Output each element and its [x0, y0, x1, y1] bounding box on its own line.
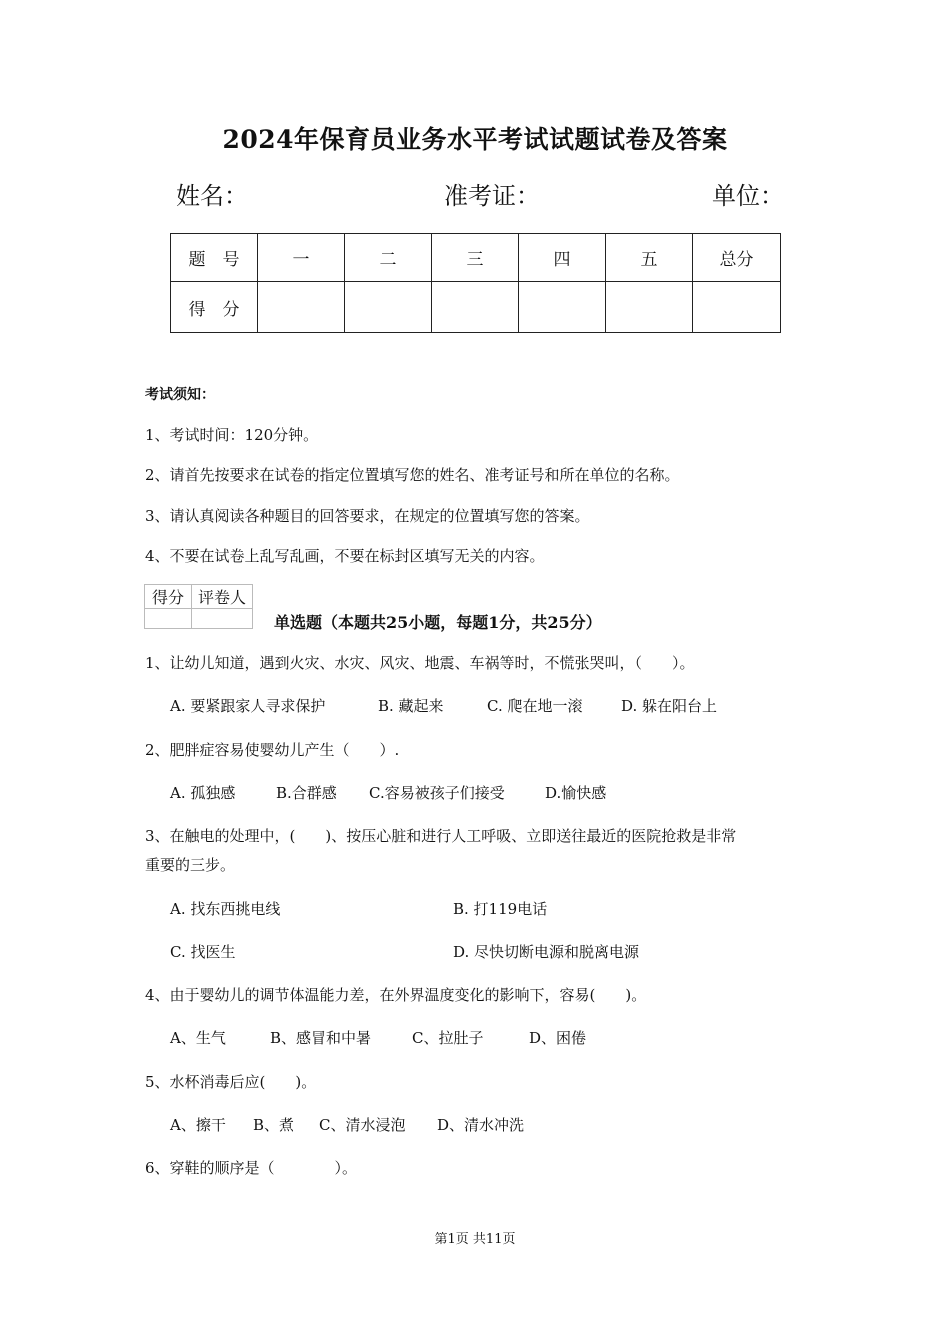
score-table-header-cell: 题 号: [171, 234, 258, 282]
score-table-header-row: [171, 234, 781, 282]
grader-name-label: 评卷人: [192, 585, 253, 609]
notice-item: 4、不要在试卷上乱写乱画，不要在标封区填写无关的内容。: [145, 547, 545, 565]
question-option[interactable]: C. 爬在地一滚: [487, 697, 583, 715]
question-option[interactable]: C. 找医生: [170, 943, 236, 961]
notice-item: 1、考试时间：120分钟。: [145, 426, 319, 444]
question-option[interactable]: D. 尽快切断电源和脱离电源: [453, 943, 640, 961]
exam-number-label: 准考证：: [444, 182, 540, 210]
page-title: 2024年保育员业务水平考试试题试卷及答案: [222, 125, 728, 154]
score-cell[interactable]: [432, 282, 519, 333]
notice-heading: 考试须知：: [145, 387, 215, 403]
question-stem: 4、由于婴幼儿的调节体温能力差，在外界温度变化的影响下，容易( )。: [145, 986, 647, 1004]
score-table-score-row: [171, 282, 781, 333]
grader-name-cell[interactable]: [192, 609, 253, 629]
score-table: [170, 233, 781, 333]
score-table-header-cell: 一: [258, 234, 345, 282]
grader-score-cell[interactable]: [145, 609, 192, 629]
grader-score-label: 得分: [145, 585, 192, 609]
question-option[interactable]: B、感冒和中暑: [270, 1029, 372, 1047]
notice-item: 2、请首先按要求在试卷的指定位置填写您的姓名、准考证号和所在单位的名称。: [145, 466, 680, 484]
section-title: 单选题（本题共25小题，每题1分，共25分）: [274, 613, 602, 632]
question-stem: 6、穿鞋的顺序是（ ）。: [145, 1159, 358, 1177]
question-option[interactable]: D、困倦: [529, 1029, 587, 1047]
question-stem: 1、让幼儿知道，遇到火灾、水灾、风灾、地震、车祸等时，不慌张哭叫，（ ）。: [145, 654, 695, 672]
score-cell[interactable]: [258, 282, 345, 333]
question-stem: 2、肥胖症容易使婴幼儿产生（ ）.: [145, 741, 400, 759]
score-row-label: 得 分: [171, 282, 258, 333]
score-table-header-cell: 三: [432, 234, 519, 282]
question-option[interactable]: C.容易被孩子们接受: [369, 784, 505, 802]
question-option[interactable]: A. 孤独感: [170, 784, 236, 802]
question-option[interactable]: A. 找东西挑电线: [170, 900, 281, 918]
question-option[interactable]: A、生气: [170, 1029, 226, 1047]
notice-item: 3、请认真阅读各种题目的回答要求，在规定的位置填写您的答案。: [145, 507, 590, 525]
score-table-header-cell: 五: [606, 234, 693, 282]
score-cell[interactable]: [693, 282, 781, 333]
score-cell[interactable]: [519, 282, 606, 333]
score-cell[interactable]: [345, 282, 432, 333]
question-option[interactable]: B. 打119电话: [453, 900, 548, 918]
score-table-header-cell: 四: [519, 234, 606, 282]
grader-box: [144, 584, 253, 629]
question-option[interactable]: B、煮: [253, 1116, 295, 1134]
question-stem: 3、在触电的处理中，( )、按压心脏和进行人工呼吸、立即送往最近的医院抢救是非常: [145, 827, 737, 845]
score-cell[interactable]: [606, 282, 693, 333]
question-option[interactable]: C、拉肚子: [412, 1029, 484, 1047]
question-option[interactable]: B. 藏起来: [378, 697, 444, 715]
question-option[interactable]: B.合群感: [276, 784, 337, 802]
question-option[interactable]: A、擦干: [170, 1116, 226, 1134]
question-stem-continued: 重要的三步。: [145, 856, 236, 874]
name-label: 姓名：: [176, 182, 248, 210]
question-option[interactable]: D. 躲在阳台上: [621, 697, 718, 715]
question-option[interactable]: D、清水冲洗: [437, 1116, 525, 1134]
question-option[interactable]: A. 要紧跟家人寻求保护: [170, 697, 326, 715]
question-option[interactable]: D.愉快感: [545, 784, 607, 802]
question-stem: 5、水杯消毒后应( )。: [145, 1073, 317, 1091]
unit-label: 单位：: [712, 182, 784, 210]
question-option[interactable]: C、清水浸泡: [319, 1116, 406, 1134]
page-footer: 第1页 共11页: [434, 1232, 516, 1247]
score-table-header-cell: 二: [345, 234, 432, 282]
score-table-header-cell: 总分: [693, 234, 781, 282]
